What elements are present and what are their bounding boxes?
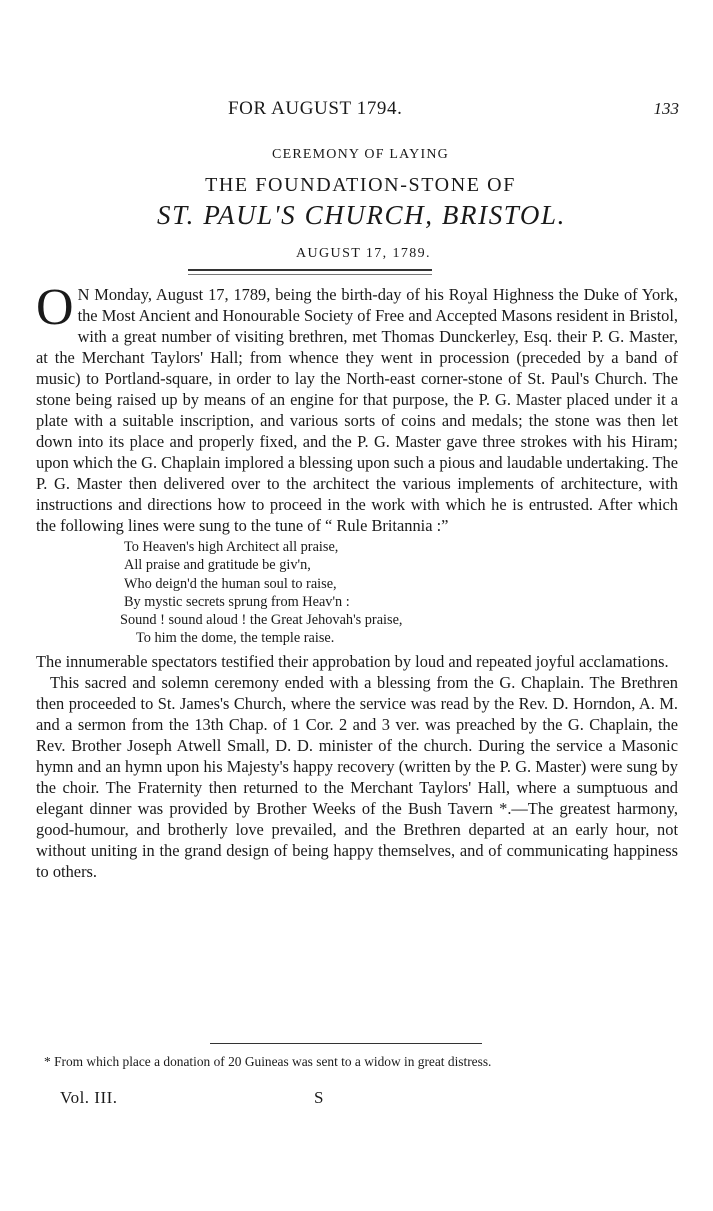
- drop-cap: O: [36, 279, 74, 336]
- paragraph-opening: [36, 279, 678, 536]
- footnote-rule: [210, 1043, 482, 1044]
- printer-signature: S: [314, 1088, 324, 1107]
- signature-line: [0, 1088, 713, 1110]
- volume-label: Vol. III.: [60, 1088, 118, 1107]
- footnote-mark: *: [44, 1054, 51, 1069]
- verse-line: All praise and gratitude be giv'n,: [124, 557, 311, 574]
- page-number: 133: [653, 99, 679, 118]
- heading-ceremony: CEREMONY OF LAYING: [272, 147, 449, 162]
- article-body: [36, 279, 678, 882]
- running-title: FOR AUGUST 1794.: [228, 98, 403, 119]
- verse-block: [120, 538, 678, 648]
- footnote: [36, 1053, 678, 1070]
- verse-line: By mystic secrets sprung from Heav'n :: [124, 593, 350, 610]
- paragraph-ceremony-end: This sacred and solemn ceremony ended with a blessing from the G. Chaplain. The Brethren then proceeded to St. James's Church, where the service was read by the Rev. D. Horndon, A. M. and a sermon from the 13th Chap. of 1 Cor. 2 and 3 ver. was preached by the G. Chaplain, the Rev. Brother Joseph Atwell Small, D. D. minister of the church. During the service a Masonic hymn and an hymn upon his Majesty's happy recovery (written by the P. G. Master) were sung by the choir. The Fraternity then returned to the Merchant Taylors' Hall, where a sumptuous and elegant dinner was provided by Brother Weeks of the Bush Tavern *.—The greatest harmony, good-humour, and brotherly love prevailed, and the Brethren departed at an early hour, not without uniting in the grand design of being happy themselves, and of communicating happiness to others.: [36, 672, 678, 881]
- verse-line: To him the dome, the temple raise.: [136, 630, 335, 647]
- footnote-text: From which place a donation of 20 Guineas was sent to a widow in great distress.: [54, 1054, 492, 1069]
- heading-foundation-stone: THE FOUNDATION-STONE OF: [205, 174, 516, 196]
- paragraph-acclamations: The innumerable spectators testified their approbation by loud and repeated joyful acclamations.: [36, 651, 669, 671]
- paragraph-opening-text: N Monday, August 17, 1789, being the birth-day of his Royal Highness the Duke of York, the Most Ancient and Honourable Society of Free and Accepted Masons resident in Bristol, with a great number of visiting brethren, met Thomas Dunckerley, Esq. their P. G. Master, at the Merchant Taylors' Hall; from whence they went in procession (preceded by a band of music) to Portland-square, in order to lay the North-east corner-stone of St. Paul's Church. The stone being raised up by means of an engine for that purpose, the P. G. Master placed under it a plate with a suitable inscription, and various sorts of coins and medals; the stone was then let down into its place and properly fixed, and the P. G. Master gave three strokes with his Hiram; upon which the G. Chaplain implored a blessing upon such a pious and laudable undertaking. The P. G. Master then delivered over to the architect the various implements of architecture, with instructions and directions how to proceed in the work with which he is entrusted. After which the following lines were sung to the tune of “ Rule Britannia :”: [36, 285, 678, 535]
- verse-line: To Heaven's high Architect all praise,: [124, 539, 339, 555]
- verse-line: Who deign'd the human soul to raise,: [124, 575, 337, 592]
- heading-church-name: ST. PAUL'S CHURCH, BRISTOL.: [156, 200, 567, 230]
- ornament-rule: [188, 269, 432, 275]
- verse-line: Sound ! sound aloud ! the Great Jehovah's praise,: [120, 612, 403, 629]
- heading-date: AUGUST 17, 1789.: [296, 246, 431, 261]
- running-head: [0, 98, 713, 120]
